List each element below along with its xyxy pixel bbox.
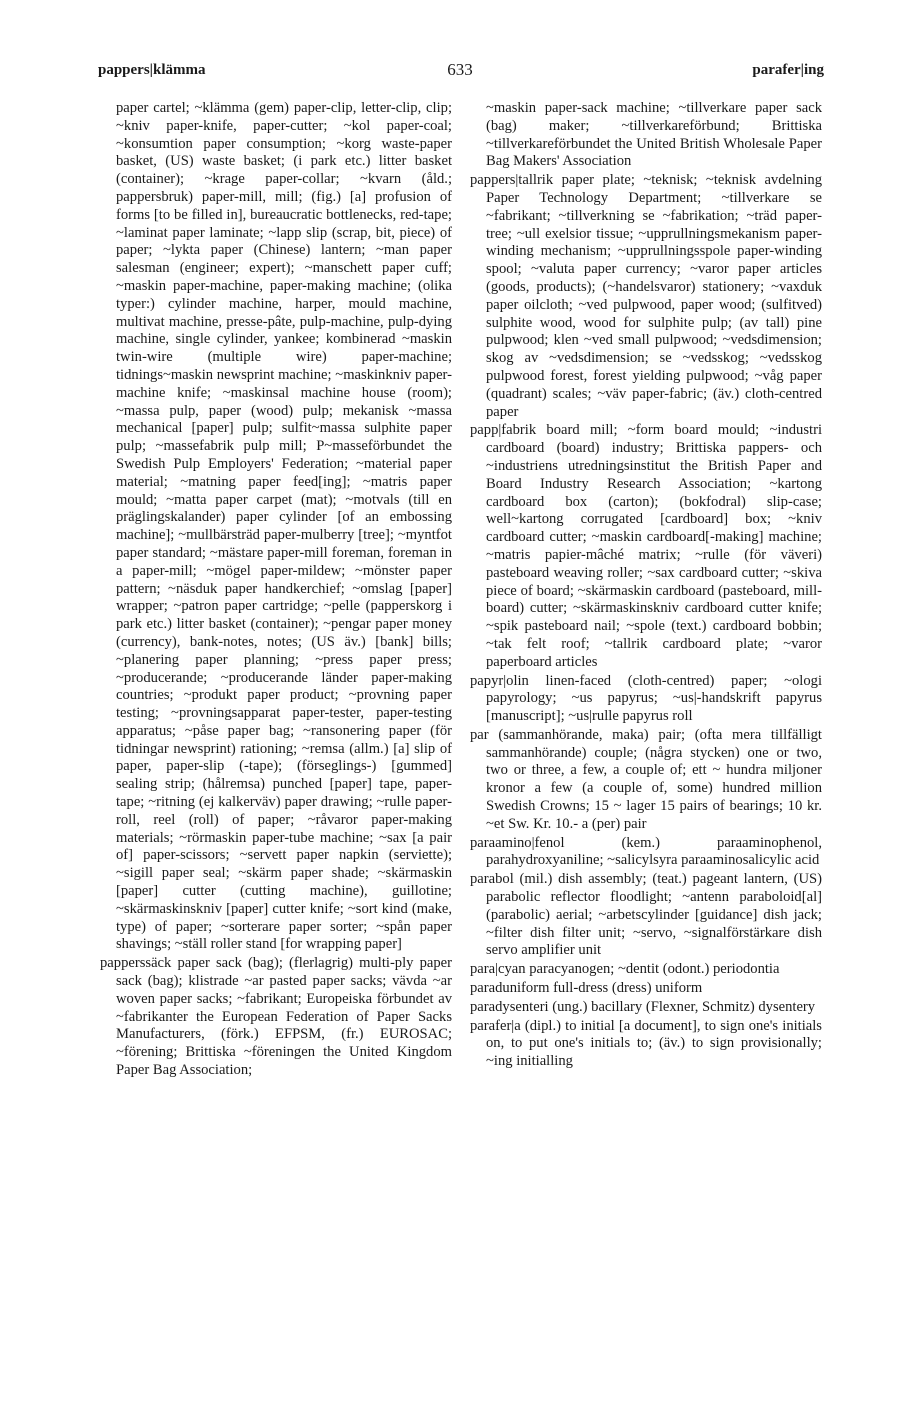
entry: parabol (mil.) dish assembly; (teat.) pageant lantern, (US) parabolic reflector floodlight; ~antenn paraboloid[al] (parabolic) aerial; ~arbetscylinder [guidance] dish jack; ~filter dish filter unit; ~servo, ~signalförstärkare dish servo amplifier unit (470, 871, 822, 959)
right-column (470, 100, 822, 1072)
entry: paraduniform full-dress (dress) uniform (470, 980, 703, 997)
entry: papyr|olin linen-faced (cloth-centred) paper; ~ologi papyrology; ~us papyrus; ~us|-handskrift papyrus [manuscript]; ~us|rulle papyrus roll (470, 672, 822, 725)
entry: papp|fabrik board mill; ~form board mould; ~industri cardboard (board) industry; Brittiska pappers- och ~industriens utredningsinstitut the British Paper and Board Industry Research Association; ~kartong cardboard box (carton); (bokfodral) slip-case; well~kartong corrugated [cardboard] box; ~kniv cardboard cutter; ~maskin cardboard[-making] machine; ~matris papier-mâché matrix; ~rulle (för väveri) pasteboard weaving roller; ~sax cardboard cutter; ~skiva piece of board; ~skärmaskin cardboard (pasteboard, mill-board) cutter; ~skärmaskinskniv cardboard cutter knife; ~spik pasteboard nail; ~spole (text.) cardboard bobbin; ~tak felt roof; ~tallrik cardboard plate; ~varor paperboard articles (470, 422, 822, 670)
entry: paradysenteri (ung.) bacillary (Flexner, Schmitz) dysentery (470, 998, 816, 1015)
left-guide-word: pappers|klämma (98, 62, 206, 78)
entry: pappers|tallrik paper plate; ~teknisk; ~teknisk avdelning Paper Technology Department; ~tillverkare se ~fabrikant; ~tillverkning se ~fabrikation; ~träd paper-tree; ~ull exelsior tissue; ~upprullningsmekanism paper-winding mechanism; ~upprullningsspole paper-winding spool; ~valuta paper currency; ~varor paper articles (goods, products); (~handelsvaror) stationery; ~vaxduk paper oilcloth; ~ved pulpwood, paper wood; (sulfitved) sulphite wood, wood for sulphite pulp; (av tall) pine pulpwood; klen ~ved small pulpwood; ~vedsdimension; skog av ~vedsdimension; se ~vedsskog; ~vedsskog pulpwood forest, forest yielding pulpwood; ~våg paper (quadrant) scales; ~väv paper-fabric; (äv.) cloth-centred paper (470, 172, 822, 420)
entry: papperssäck paper sack (bag); (flerlagrig) multi-ply paper sack (bag); klistrade ~ar pasted paper sacks; vävda ~ar woven paper sacks; ~fabrikant; Europeiska förbundet av ~fabrikanter the European Federation of Paper Sacks Manufacturers, (förk.) EFPSM, (fr.) EUROSAC; ~förening; Brittiska ~föreningen the United Kingdom Paper Bag Association; (100, 955, 452, 1079)
page-number: 633 (447, 60, 473, 79)
right-guide-word: parafer|ing (752, 62, 824, 78)
entry: paraamino|fenol (kem.) paraaminophenol, parahydroxyaniline; ~salicylsyra paraaminosalicylic acid (470, 834, 822, 869)
entry: parafer|a (dipl.) to initial [a document], to sign one's initials on, to put one's initials to; (äv.) to sign provisionally; ~ing initialling (470, 1017, 822, 1070)
entry-continued: paper cartel; ~klämma (gem) paper-clip, letter-clip, clip; ~kniv paper-knife, paper-cutter; ~kol paper-coal; ~konsumtion paper consumption; ~korg waste-paper basket, (US) waste basket; (i park etc.) litter basket (container); ~krage paper-collar; ~kvarn (åld.; pappersbruk) paper-mill, mill; (fig.) [a] profusion of forms [to be filled in], bureaucratic bottlenecks, red-tape; ~laminat paper laminate; ~lapp slip (scrap, bit, piece) of paper; ~lykta paper (Chinese) lantern; ~man paper salesman (engineer; expert); ~manschett paper cuff; ~maskin paper-machine, paper-making machine; (olika typer:) cylinder machine, harper, mould machine, multivat machine, presse-pâte, pulp-machine, pulp-dying machine, single cylinder, yankee; kombinerad ~maskin twin-wire (multiple wire) paper-machine; tidnings~maskin newsprint machine; ~maskinkniv paper-machine knife; ~maskinsal machine house (room); ~massa pulp, paper (wood) pulp; mekanisk ~massa mechanical [paper] pulp; sulfit~massa sulphite paper pulp; ~massefabrik pulp mill; P~masseförbundet the Swedish Pulp Employers' Federation; ~material paper material; ~matning paper feed[ing]; ~matris paper mould; ~matta paper carpet (mat); ~motvals (till en präglingskalander) paper cylinder [of an embossing machine]; ~mullbärsträd paper-mulberry [tree]; ~myntfot paper standard; ~mästare paper-mill foreman, foreman in a paper-mill; ~mögel paper-mildew; ~mönster paper pattern; ~näsduk paper handkerchief; ~omslag [paper] wrapper; ~patron paper cartridge; ~pelle (papperskorg i park etc.) litter basket (container); ~pengar paper money (currency), bank-notes, notes; (US äv.) [bank] bills; ~planering paper planning; ~press paper press; ~producerande; ~producerande länder paper-making countries; ~produkt paper product; ~provning paper testing; ~provningsapparat paper-tester, paper-testing apparatus; ~påse paper bag; ~ransonering paper (för tidningar newsprint) rationing; ~remsa (allm.) [a] slip of paper, paper-slip (-tape); (förseglings-) [gummed] sealing strip; (hålremsa) punched [paper] tape, paper-tape; ~ritning (ej kalkerväv) paper drawing; ~rulle paper-roll, reel (roll) of paper; ~råvaror paper-making materials; ~rörmaskin paper-tube machine; ~sax [a pair of] paper-scissors; ~servett paper napkin (serviette); ~sigill paper seal; ~skärm paper shade; ~skärmaskin [paper] cutter (cutting machine), guillotine; ~skärmaskinskniv [paper] cutter knife; ~sort kind (make, type) of paper; ~sorterare paper sorter; ~spån paper shavings; ~ställ roller stand [for wrapping paper] (116, 100, 452, 953)
entry-continued: ~maskin paper-sack machine; ~tillverkare paper sack (bag) maker; ~tillverkareförbund; Brittiska ~tillverkareförbundet the United British Wholesale Paper Bag Makers' Association (486, 100, 822, 170)
left-column (100, 100, 452, 1081)
entry: par (sammanhörande, maka) pair; (ofta mera tillfälligt sammanhörande) couple; (några stycken) one or two, two or three, a few, a couple of; ett ~ hundra miljoner kronor a few (a couple of, some) hundred million Swedish Crowns; 15 ~ lager 15 pairs of bearings; 10 kr. ~et Sw. Kr. 10.- a (per) pair (470, 726, 822, 832)
entry: para|cyan paracyanogen; ~dentit (odont.) periodontia (470, 961, 780, 978)
